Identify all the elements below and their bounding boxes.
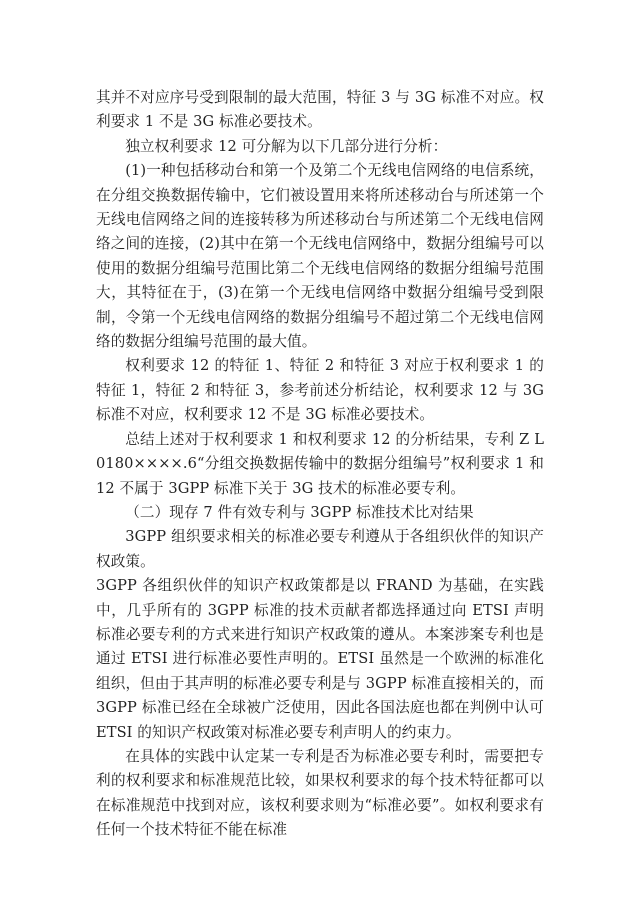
paragraph-practice: 在具体的实践中认定某一专利是否为标准必要专利时，需要把专利的权利要求和标准规范比较，如果权利要求的每个技术特征都可以在标准规范中找到对应，该权利要求则为“标准必要”。如权利要求有任何一个技术特征不能在标准	[96, 747, 544, 839]
paragraph-continuation: 其并不对应序号受到限制的最大范围，特征 3 与 3G 标准不对应。权利要求 1 不是 3G 标准必要技术。	[96, 89, 544, 131]
document-body	[96, 86, 544, 843]
paragraph-claim12-conclusion: 权利要求 12 的特征 1、特征 2 和特征 3 对应于权利要求 1 的特征 1，特征 2 和特征 3，参考前述分析结论，权利要求 12 与 3G 标准不对应，权利要求 12 不是 3G 标准必要技术。	[96, 357, 544, 424]
paragraph-summary: 总结上述对于权利要求 1 和权利要求 12 的分析结果，专利 Z L 0180××××.6“分组交换数据传输中的数据分组编号”权利要求 1 和 12 不属于 3GPP 标准下关于 3G 技术的标准必要专利。	[96, 430, 544, 497]
paragraph-claim12-features: (1)一种包括移动台和第一个及第二个无线电信网络的电信系统，在分组交换数据传输中，它们被设置用来将所述移动台与所述第一个无线电信网络之间的连接转移为所述移动台与所述第二个无线电信网络之间的连接，(2)其中在第一个无线电信网络中，数据分组编号可以使用的数据分组编号范围比第二个无线电信网络的数据分组编号范围大，其特征在于，(3)在第一个无线电信网络中数据分组编号受到限制，令第一个无线电信网络的数据分组编号不超过第二个无线电信网络的数据分组编号范围的最大值。	[96, 162, 544, 351]
paragraph-claim12-intro: 独立权利要求 12 可分解为以下几部分进行分析：	[125, 137, 448, 155]
paragraph-frand: 3GPP 各组织伙伴的知识产权政策都是以 FRAND 为基础，在实践中，几乎所有的 3GPP 标准的技术贡献者都选择通过向 ETSI 声明标准必要专利的方式来进行知识产权政策的遵从。本案涉案专利也是通过 ETSI 进行标准必要性声明的。ETSI 虽然是一个欧洲的标准化组织，但由于其声明的标准必要专利是与 3GPP 标准直接相关的，而 3GPP 标准已经在全球被广泛使用，因此各国法庭也都在判例中认可 ETSI 的知识产权政策对标准必要专利声明人的约束力。	[96, 577, 544, 741]
section-heading: （二）现存 7 件有效专利与 3GPP 标准技术比对结果	[125, 503, 474, 521]
paragraph-3gpp-policy: 3GPP 组织要求相关的标准必要专利遵从于各组织伙伴的知识产权政策。	[96, 528, 544, 570]
